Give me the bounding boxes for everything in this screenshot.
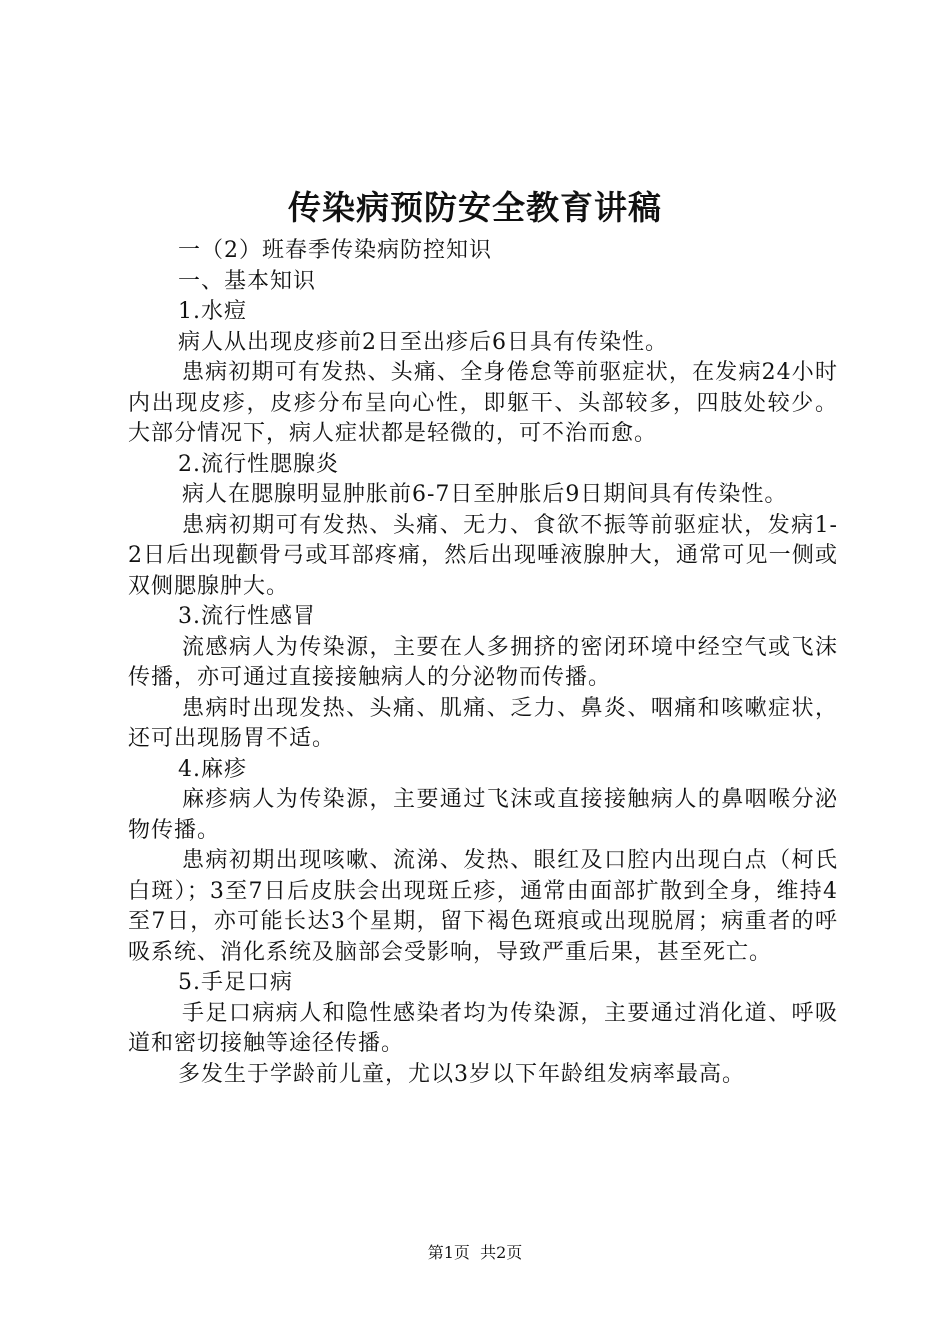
disease-heading-mumps: 2.流行性腮腺炎	[178, 451, 339, 477]
disease-heading-influenza: 3.流行性感冒	[178, 604, 316, 629]
paragraph: 患病初期可有发热、头痛、无力、食欲不振等前驱症状，发病1-2日后出现颧骨弓或耳部疼痛，然后出现唾液腺肿大，通常可见一侧或双侧腮腺肿大。	[128, 512, 838, 599]
paragraph: 多发生于学龄前儿童，尤以3岁以下年龄组发病率最高。	[178, 1061, 745, 1087]
paragraph: 病人在腮腺明显肿胀前6-7日至肿胀后9日期间具有传染性。	[182, 482, 788, 507]
document-title: 传染病预防安全教育讲稿	[288, 188, 662, 227]
paragraph: 患病初期出现咳嗽、流涕、发热、眼红及口腔内出现白点（柯氏白斑）；3至7日后皮肤会出现斑丘疹，通常由面部扩散到全身，维持4至7日，亦可能长达3个星期，留下褐色斑痕或出现脱屑；病重者的呼吸系统、消化系统及脑部会受影响，导致严重后果，甚至死亡。	[128, 848, 838, 965]
paragraph: 病人从出现皮疹前2日至出疹后6日具有传染性。	[178, 329, 668, 355]
disease-heading-chickenpox: 1.水痘	[178, 299, 247, 324]
paragraph: 患病时出现发热、头痛、肌痛、乏力、鼻炎、咽痛和咳嗽症状，还可出现肠胃不适。	[128, 695, 838, 751]
page-footer	[0, 1242, 950, 1264]
paragraph: 麻疹病人为传染源，主要通过飞沫或直接接触病人的鼻咽喉分泌物传播。	[128, 787, 838, 843]
page-number: 第1页	[427, 1243, 470, 1262]
class-subtitle: 一（2）班春季传染病防控知识	[178, 238, 492, 263]
paragraph: 手足口病病人和隐性感染者均为传染源，主要通过消化道、呼吸道和密切接触等途径传播。	[128, 1000, 838, 1056]
disease-heading-measles: 4.麻疹	[178, 756, 247, 782]
section-heading-basic-knowledge: 一、基本知识	[178, 268, 317, 294]
paragraph: 患病初期可有发热、头痛、全身倦怠等前驱症状，在发病24小时内出现皮疹，皮疹分布呈向心性，即躯干、头部较多，四肢处较少。大部分情况下，病人症状都是轻微的，可不治而愈。	[128, 360, 838, 446]
document-body	[128, 236, 838, 1090]
page-total: 共2页	[480, 1243, 523, 1262]
footer-separator	[470, 1243, 480, 1262]
disease-heading-hfmd: 5.手足口病	[178, 970, 293, 995]
paragraph: 流感病人为传染源，主要在人多拥挤的密闭环境中经空气或飞沫传播，亦可通过直接接触病人的分泌物而传播。	[128, 634, 838, 690]
